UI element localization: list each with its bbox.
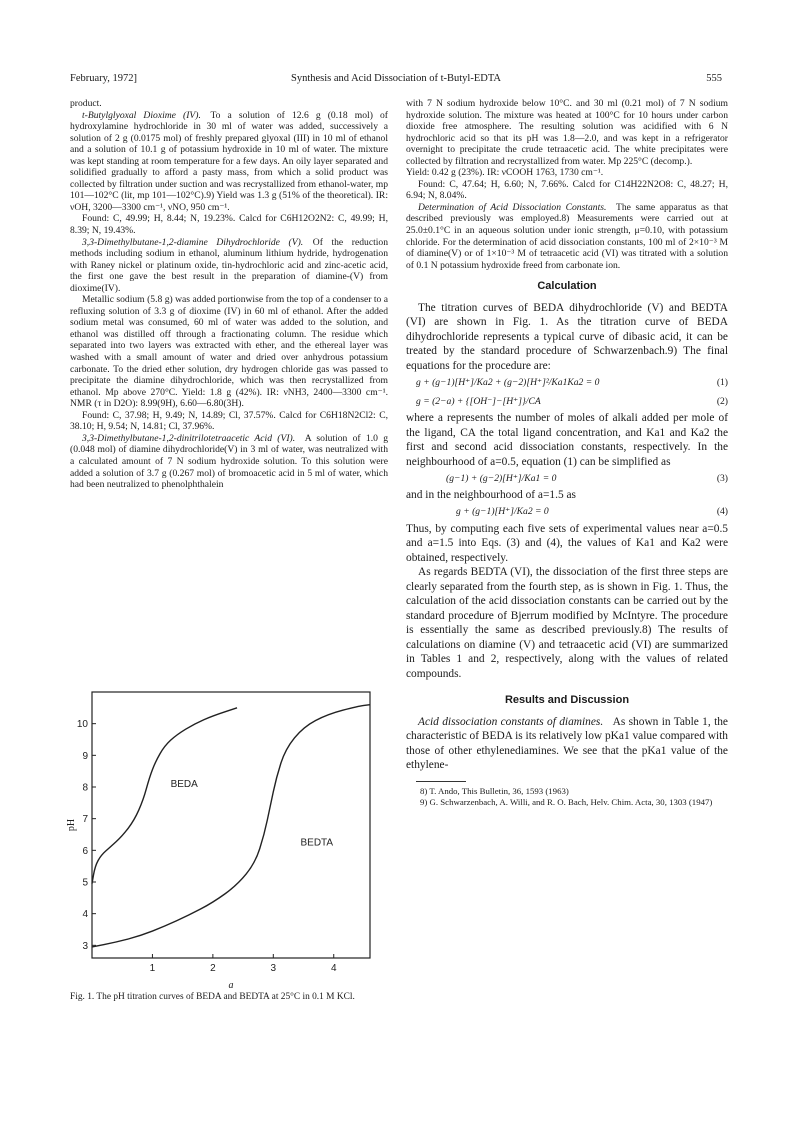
titration-chart: [66, 690, 388, 1010]
y-tick-label-3: 3: [82, 940, 88, 952]
right-paragraph-0-text: with 7 N sodium hydroxide below 10°C. and 30 ml (0.21 mol) of 7 N sodium hydroxide solution. The mixture was heated at 100°C for 10 hours under carbon dioxide free atmosphere. The resulting solution was acidified with 6 N hydrochloric acid so that its pH was 1.8—2.0, and was kept in a refrigerator overnight to precipitate the crude tetraacetic acid. The white precipitates were collected by filtration and recrystallized from water. Mp 225°C (decomp.).: [406, 98, 728, 167]
y-axis-label: pH: [66, 818, 77, 832]
y-tick-label-9: 9: [82, 750, 88, 762]
left-paragraph-6: [70, 433, 388, 491]
calc-paragraph-5: As regards BEDTA (VI), the dissociation of the first three steps are clearly separated from the fourth step, as is shown in Fig. 1. Thus, the calculation of the acid dissociation constants can be carried out by the standard procedure of Bjerrum modified by McIntyre. The procedure is essentially the same as described previously.8) The results of calculations on diamine (V) and tetraacetic acid (VI) are summarized in Tables 1 and 2, respectively, along with the values of related compounds.: [406, 566, 728, 680]
left-paragraph-3: [70, 237, 388, 295]
right-paragraph-1-text: Yield: 0.42 g (23%). IR: νCOOH 1763, 1730 cm⁻¹.: [406, 167, 604, 179]
x-tick-label-1: 1: [149, 963, 156, 974]
equation-2: g = (2−a) + {[OH⁻]−[H⁺]}/CA (2): [416, 395, 728, 407]
series-line-bedta: [92, 705, 370, 947]
series-label-beda: BEDA: [170, 779, 198, 790]
footnotes: [406, 781, 728, 808]
y-tick-label-6: 6: [82, 845, 88, 857]
left-column: [70, 98, 388, 491]
left-paragraph-2-text: Found: C, 49.99; H, 8.44; N, 19.23%. Calcd for C6H12O2N2: C, 49.99; H, 8.39; N, 19.43%.: [70, 213, 388, 237]
reference-9: 9) G. Schwarzenbach, A. Willi, and R. O. Bach, Helv. Chim. Acta, 30, 1303 (1947): [420, 796, 713, 807]
experimental-continued: [406, 98, 728, 271]
left-paragraph-0: [70, 98, 388, 110]
left-paragraph-1-lead: t-Butylglyoxal Dioxime (IV).: [82, 109, 201, 121]
equation-3: (g−1) + (g−2)[H⁺]/Ka1 = 0 (3): [446, 472, 728, 484]
y-tick-label-7: 7: [82, 814, 88, 826]
calc-paragraph-4: Thus, by computing each five sets of experimental values near a=0.5 and a=1.5 into Eqs. (3) and (4), the values of Ka1 and Ka2 were obtained, respectively.: [406, 522, 728, 564]
figure-caption: Fig. 1. The pH titration curves of BEDA and BEDTA at 25°C in 0.1 M KCl.: [70, 992, 355, 1002]
y-tick-label-5: 5: [82, 877, 88, 889]
y-tick-label-8: 8: [82, 782, 88, 794]
results-heading: Results and Discussion: [504, 694, 630, 707]
reference-8: 8) T. Ando, This Bulletin, 36, 1593 (1963): [420, 785, 569, 796]
right-paragraph-0: [406, 98, 728, 167]
left-paragraph-1: [70, 110, 388, 214]
x-axis-label: a: [228, 980, 234, 991]
left-paragraph-0-text: product.: [70, 98, 102, 109]
x-tick-label-2: 2: [210, 963, 216, 974]
left-paragraph-3-lead: 3,3-Dimethylbutane-1,2-diamine Dihydrochloride (V).: [82, 236, 304, 248]
right-paragraph-3-lead: Determination of Acid Dissociation Constants.: [418, 201, 607, 213]
left-paragraph-4-text: Metallic sodium (5.8 g) was added portionwise from the top of a condenser to a refluxing solution of 3.3 g of dioxime (IV) in 60 ml of ethanol. After the added sodium metal was consumed, 60 ml of water was added to the solution, and ethanol was distilled off through a fractionating column. The residue which separated into two layers was extracted with ether, and the ethereal layer was washed with a small amount of water and dried over anhydrous potassium carbonate. To the dried ether solution, dry hydrogen chloride gas was passed to precipitate the diamine dihydrochloride, which was then recrystallized from ethanol. Mp above 270°C. Yield: 1.8 g (42%). IR: νNH3, 2400—3300 cm⁻¹. NMR (τ in D2O): 8.99(9H), 6.60—6.80(3H).: [70, 294, 388, 410]
x-tick-label-3: 3: [270, 963, 277, 974]
right-paragraph-3: [406, 202, 728, 271]
right-paragraph-1: [406, 167, 728, 179]
x-tick-label-4: 4: [330, 963, 337, 974]
left-paragraph-2: [70, 213, 388, 236]
right-paragraph-2: [406, 179, 728, 202]
left-paragraph-6-lead: 3,3-Dimethylbutane-1,2-dinitrilotetraacetic Acid (VI).: [82, 432, 296, 444]
calculation-heading: Calculation: [537, 280, 597, 293]
equation-4: g + (g−1)[H⁺]/Ka2 = 0 (4): [456, 506, 728, 518]
right-column: [406, 98, 728, 808]
left-paragraph-4: [70, 294, 388, 409]
y-tick-label-4: 4: [82, 909, 88, 921]
header-date: February, 1972]: [70, 73, 137, 84]
left-paragraph-5-text: Found: C, 37.98; H, 9.49; N, 14.89; Cl, 37.57%. Calcd for C6H18N2Cl2: C, 38.10; H, 9.54; N, 14.81; Cl, 37.96%.: [70, 409, 388, 433]
left-paragraph-3-text: Of the reduction methods including sodium in ethanol, aluminum lithium hydride, hydrogenation with Raney nickel or platinum oxide, tin-hydrochloric acid and zinc-acetic acid, the first one gave the best result in the preparation of diamine-(V) from dioxime(IV).: [70, 236, 389, 294]
results-paragraph: Acid dissociation constants of diamines. As shown in Table 1, the characteristic of BEDA is its relatively low pKa1 value compared with those of other ethylenediamines. We see that the pKa1 value of the ethylene-: [406, 715, 729, 772]
left-paragraph-6-text: A solution of 1.0 g (0.048 mol) of diamine dihydrochloride(V) in 3 ml of water, was neutralized with a calculated amount of 7 N sodium hydroxide solution. To this solution were added a solution of 3.7 g (0.267 mol) of bromoacetic acid in 5 ml of water, which had been neutralized to phenolphthalein: [70, 432, 388, 491]
equation-1: g + (g−1)[H⁺]/Ka2 + (g−2)[H⁺]²/Ka1Ka2 = 0 (1): [416, 376, 728, 388]
calc-paragraph-3: and in the neighbourhood of a=1.5 as: [406, 489, 576, 502]
right-paragraph-3-text: The same apparatus as that described previously was employed.8) Measurements were carried out at 25.0±0.1°C in an aqueous solution under ionic strength, μ=0.10, with potassium chloride. For the determination of acid dissociation constants, 100 ml of 2×10⁻³ M of diamine(V) or of 1×10⁻³ M of tetraacetic acid (VI) was titrated with a solution of 0.1 N potassium hydroxide freed from carbonate ion.: [406, 201, 728, 271]
left-paragraph-1-text: To a solution of 12.6 g (0.18 mol) of hydroxylamine hydrochloride in 30 ml of water was added, successively a solution of 2 g (0.0175 mol) of freshly prepared glyoxal (III) in 10 ml of ethanol and a solution of 10.1 g of potassium hydroxide in 10 ml of water. The mixture was kept standing at room temperature for a few days. An oily layer separated and solidified gradually to afford a pasty mass, from which a solid product was collected by filtration under suction and was recrystallized from ethanol-water, mp 101—102°C (lit, mp 101—102°C).9) Yield was 1.3 g (51% of the theoretical). IR: νOH, 3200—3300 cm⁻¹, νNO, 950 cm⁻¹.: [70, 109, 388, 213]
header-title: Synthesis and Acid Dissociation of t-Butyl-EDTA: [290, 73, 501, 84]
page-number: 555: [706, 73, 722, 84]
page-header: [70, 73, 722, 89]
right-paragraph-2-text: Found: C, 47.64; H, 6.60; N, 7.66%. Calcd for C14H22N2O8: C, 48.27; H, 6.94; N, 8.04%.: [406, 178, 728, 202]
calc-paragraph-2: where a represents the number of moles of alkali added per mole of the ligand, CA the total ligand concentration, and Ka1 and Ka2 the first and second acid dissociation constants, respectively. In the neighbourhood of a=0.5, equation (1) can be simplified as: [406, 412, 728, 468]
calc-paragraph-1: The titration curves of BEDA dihydrochloride (V) and BEDTA (VI) are shown in Fig. 1. As the titration curve of BEDA dihydrochloride represents a typical curve of dibasic acid, it can be treated by the standard procedure of Schwarzenbach.9) The final equations for the procedure are:: [406, 301, 728, 372]
y-tick-label-10: 10: [76, 719, 88, 731]
series-label-bedta: BEDTA: [300, 837, 334, 849]
plot-frame: [92, 692, 370, 958]
left-paragraph-5: [70, 410, 388, 433]
series-line-beda: [92, 708, 237, 884]
